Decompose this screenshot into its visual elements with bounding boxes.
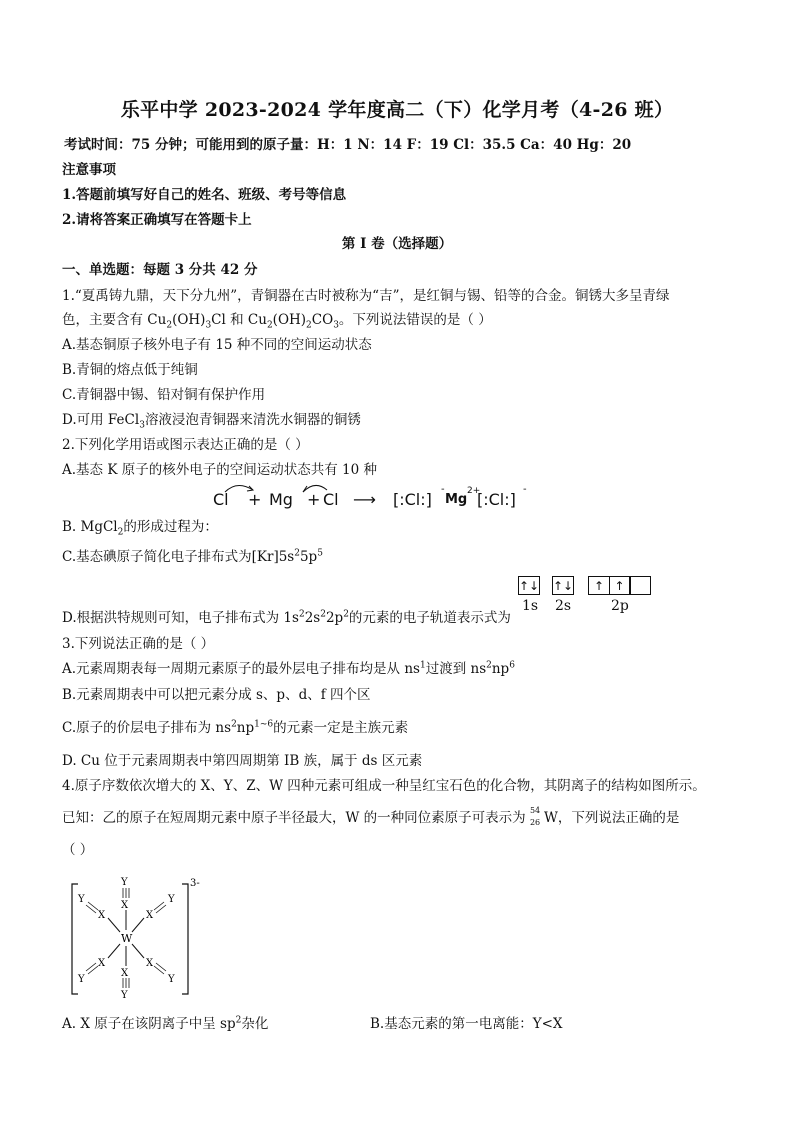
orbital-box-1s: ↑↓	[518, 576, 540, 595]
q3-option-d: D. Cu 位于元素周期表中第四周期第 IB 族，属于 ds 区元素	[62, 753, 423, 769]
section-heading: 一、单选题：每题 3 分共 42 分	[62, 262, 258, 278]
exam-info: 考试时间：75 分钟；可能用到的原子量：H：1 N：14 F：19 Cl：35.5 Ca：40 Hg：20	[64, 137, 632, 153]
lewis-arrow: ⟶	[353, 490, 376, 509]
atom-w: W	[121, 932, 133, 945]
q1-option-c: C.青铜器中锡、铅对铜有保护作用	[62, 387, 266, 403]
note-1: 1.答题前填写好自己的姓名、班级、考号等信息	[62, 187, 347, 203]
orbital-label-2s: 2s	[555, 598, 572, 614]
lewis-plus-1: +	[248, 490, 262, 509]
isotope-notation: 54 26	[529, 805, 541, 827]
q2-option-c: C.基态碘原子简化电子排布式为$[Kr]5s^25p^5$	[62, 548, 323, 565]
note-2: 2.请将答案正确填写在答题卡上	[62, 212, 252, 228]
lewis-mg-charge: 2+	[467, 486, 481, 496]
atom-x-upper-right: X	[146, 910, 154, 921]
orbital-box-2s: ↑↓	[552, 576, 574, 595]
atom-y-bottom: Y	[121, 990, 128, 1000]
orbital-box-2p-1: ↑	[588, 576, 610, 595]
atom-y-lower-right: Y	[168, 974, 175, 985]
atom-x-top: X	[121, 900, 129, 911]
lewis-mg: Mg	[269, 490, 293, 509]
q4-option-a: A. X 原子在该阴离子中呈 $sp^2$杂化	[62, 1015, 269, 1032]
lewis-charge-2: -	[523, 484, 527, 495]
q2-stem: 2.下列化学用语或图示表达正确的是（ ）	[62, 437, 309, 453]
q3-option-a: A.元素周期表每一周期元素原子的最外层电子排布均是从 $ns^1$过渡到 $ns^2np^6$	[62, 660, 515, 677]
q2-option-d: D.根据洪特规则可知，电子排布式为 $1s^22s^22p^2$的元素的电子轨道表示式为	[62, 609, 511, 626]
lewis-cl-1: Cl	[213, 490, 229, 509]
q1-option-a: A.基态铜原子核外电子有 15 种不同的空间运动状态	[62, 337, 372, 353]
lewis-mg-ion: Mg	[445, 492, 468, 507]
lewis-cl-ion-1: [:Cl:]	[393, 490, 432, 509]
q2-option-a: A.基态 K 原子的核外电子的空间运动状态共有 10 种	[62, 462, 377, 478]
q3-option-b: B.元素周期表中可以把元素分成 s、p、d、f 四个区	[62, 687, 371, 703]
atom-y-top: Y	[121, 877, 128, 888]
orbital-box-2p-2: ↑	[609, 576, 631, 595]
anion-charge: 3-	[190, 878, 200, 889]
atom-y-upper-left: Y	[78, 894, 85, 905]
atom-x-upper-left: X	[98, 910, 106, 921]
q4-stem-line1: 4.原子序数依次增大的 X、Y、Z、W 四种元素可组成一种呈红宝石色的化合物，其阴离子的结构如图所示。	[62, 778, 706, 794]
w-xy-complex	[70, 870, 210, 1000]
lewis-cl-ion-2: [:Cl:]	[477, 490, 516, 509]
orbital-label-1s: 1s	[522, 598, 539, 614]
electron-transfer-arrows	[223, 480, 333, 494]
atom-y-lower-left: Y	[78, 974, 85, 985]
lewis-cl-2: Cl	[323, 490, 339, 509]
exam-title: 乐平中学 2023-2024 学年度高二（下）化学月考（4-26 班）	[120, 99, 674, 121]
q1-option-d: D.可用 FeCl$_3$溶液浸泡青铜器来清洗水铜器的铜锈	[62, 412, 361, 431]
lewis-plus-2: +	[307, 490, 321, 509]
q4-option-b: B.基态元素的第一电离能：Y<X	[370, 1016, 563, 1032]
q1-stem-line2: 色，主要含有 $Cu_2(OH)_3Cl$ 和 $Cu_2(OH)_2CO_3$。下列说法错误的是（ ）	[62, 312, 492, 331]
part-title: 第 I 卷（选择题）	[341, 236, 453, 252]
atom-x-lower-right: X	[146, 958, 154, 969]
orbital-box-2p-3	[629, 576, 651, 595]
q4-paren: （ ）	[62, 842, 94, 858]
notes-heading: 注意事项	[62, 162, 116, 178]
q1-stem-line1: 1.“夏禹铸九鼎，天下分九州”，青铜器在古时被称为“吉”，是红铜与锡、铅等的合金。铜锈大多呈青绿	[62, 288, 670, 304]
atom-x-lower-left: X	[98, 958, 106, 969]
q1-option-b: B.青铜的熔点低于纯铜	[62, 362, 198, 378]
anion-structure-diagram	[70, 870, 210, 1004]
q4-stem-line2: 已知：乙的原子在短周期元素中原子半径最大，W 的一种同位素原子可表示为 54 26 W，下列说法正确的是	[62, 805, 680, 827]
q3-option-c: C.原子的价层电子排布为 $ns^2np^{1\sim 6}$的元素一定是主族元素	[62, 719, 409, 736]
atom-y-upper-right: Y	[168, 894, 175, 905]
atom-x-bottom: X	[121, 968, 129, 979]
q3-stem: 3.下列说法正确的是（ ）	[62, 636, 215, 652]
lewis-charge-1: -	[441, 484, 445, 495]
q2-option-b: B. MgCl$_2$的形成过程为：	[62, 519, 218, 538]
orbital-label-2p: 2p	[611, 598, 629, 614]
